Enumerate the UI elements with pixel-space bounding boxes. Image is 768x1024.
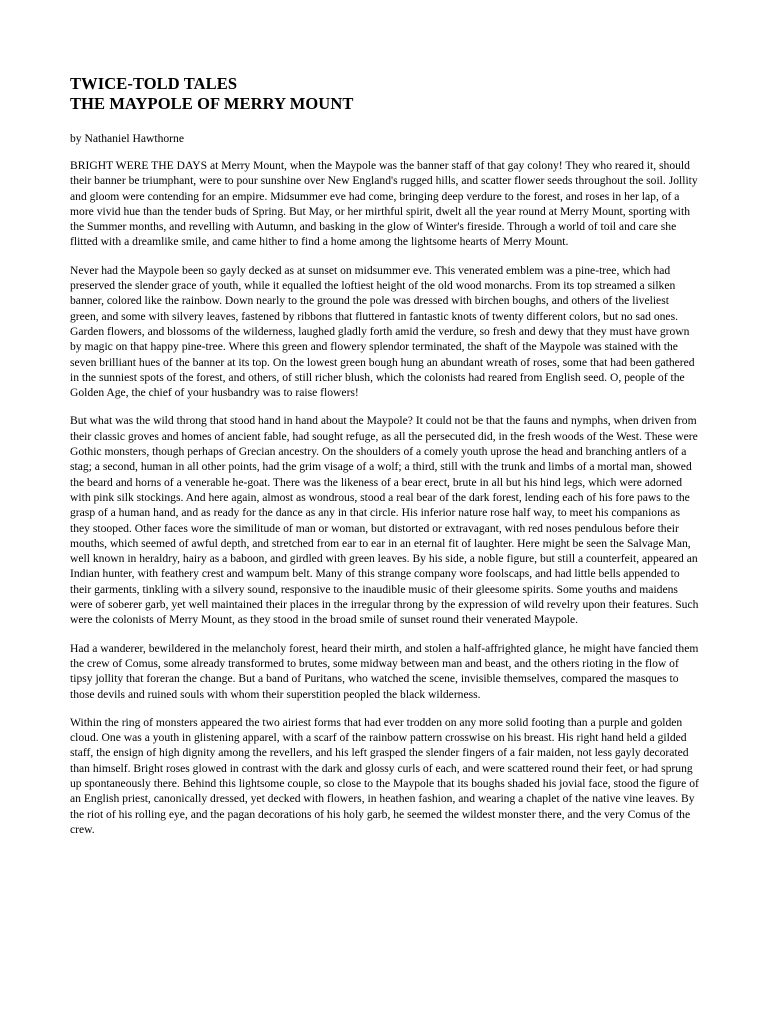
author-byline: by Nathaniel Hawthorne [70,132,184,145]
story-title: THE MAYPOLE OF MERRY MOUNT [70,94,354,113]
paragraph-5: Within the ring of monsters appeared the two airiest forms that had ever trodden on any more solid footing than a purple and golden cloud. One was a youth in glistening apparel, with a scarf of the rainbow pattern crosswise on his breast. His right hand held a gilded staff, the ensign of high dignity among the revellers, and his left grasped the slender fingers of a fair maiden, not less gayly decorated than himself. Bright roses glowed in contrast with the dark and glossy curls of each, and were scattered round their feet, or had sprung up spontaneously there. Behind this lightsome couple, so close to the Maypole that its boughs shaded his jovial face, stood the figure of an English priest, canonically dressed, yet decked with flowers, in heathen fashion, and wearing a chaplet of the native vine leaves. By the riot of his rolling eye, and the pagan decorations of his holy garb, he seemed the wildest monster there, and the very Comus of the crew. [70,715,699,836]
paragraph-1: BRIGHT WERE THE DAYS at Merry Mount, when the Maypole was the banner staff of that gay colony! They who reared it, should their banner be triumphant, were to pour sunshine over New England's rugged hills, and scatter flower seeds throughout the soil. Jollity and gloom were contending for an empire. Midsummer eve had come, bringing deep verdure to the forest, and roses in her lap, of a more vivid hue than the tender buds of Spring. But May, or her mirthful spirit, dwelt all the year round at Merry Mount, sporting with the Summer months, and revelling with Autumn, and basking in the glow of Winter's fireside. Through a world of toil and care she flitted with a dreamlike smile, and came hither to find a home among the lightsome hearts of Merry Mount. [70,159,698,249]
document-page [70,74,700,850]
document-title [70,74,700,114]
paragraph-2: Never had the Maypole been so gayly decked as at sunset on midsummer eve. This venerated emblem was a pine-tree, which had preserved the slender grace of youth, while it equalled the loftiest height of the old wood monarchs. From its top streamed a silken banner, colored like the rainbow. Down nearly to the ground the pole was dressed with birchen boughs, and others of the liveliest green, and some with silvery leaves, fastened by ribbons that fluttered in fantastic knots of twenty different colors, but no sad ones. Garden flowers, and blossoms of the wilderness, laughed gladly forth amid the verdure, so fresh and dewy that they must have grown by magic on that happy pine-tree. Where this green and flowery splendor terminated, the shaft of the Maypole was stained with the seven brilliant hues of the banner at its top. On the lowest green bough hung an abundant wreath of roses, some that had been gathered in the sunniest spots of the forest, and others, of still richer blush, which the colonists had reared from English seed. O, people of the Golden Age, the chief of your husbandry was to raise flowers! [70,263,695,400]
paragraph-4: Had a wanderer, bewildered in the melancholy forest, heard their mirth, and stolen a half-affrighted glance, he might have fancied them the crew of Comus, some already transformed to brutes, some midway between man and beast, and the others rioting in the flow of tipsy jollity that foreran the change. But a band of Puritans, who watched the scene, invisible themselves, compared the masques to those devils and ruined souls with whom their superstition peopled the black wilderness. [70,641,699,701]
paragraph-3: But what was the wild throng that stood hand in hand about the Maypole? It could not be that the fauns and nymphs, when driven from their classic groves and homes of ancient fable, had sought refuge, as all the persecuted did, in the fresh woods of the West. These were Gothic monsters, though perhaps of Grecian ancestry. On the shoulders of a comely youth uprose the head and branching antlers of a stag; a second, human in all other points, had the grim visage of a wolf; a third, still with the trunk and limbs of a mortal man, showed the beard and horns of a venerable he-goat. There was the likeness of a bear erect, brute in all but his hind legs, which were adorned with pink silk stockings. And here again, almost as wondrous, stood a real bear of the dark forest, lending each of his fore paws to the grasp of a human hand, and as ready for the dance as any in that circle. His inferior nature rose half way, to meet his companions as they stooped. Other faces wore the similitude of man or woman, but distorted or extravagant, with red noses pendulous before their mouths, which seemed of awful depth, and stretched from ear to ear in an eternal fit of laughter. Here might be seen the Salvage Man, well known in heraldry, hairy as a baboon, and girdled with green leaves. By his side, a noble figure, but still a counterfeit, appeared an Indian hunter, with feathery crest and wampum belt. Many of this strange company wore foolscaps, and had little bells appended to their garments, tinkling with a silvery sound, responsive to the inaudible music of their gleesome spirits. Some youths and maidens were of soberer garb, yet well maintained their places in the irregular throng by the expression of wild revelry upon their features. Such were the colonists of Merry Mount, as they stood in the broad smile of sunset round their venerated Maypole. [70,414,699,627]
book-title: TWICE-TOLD TALES [70,74,238,93]
